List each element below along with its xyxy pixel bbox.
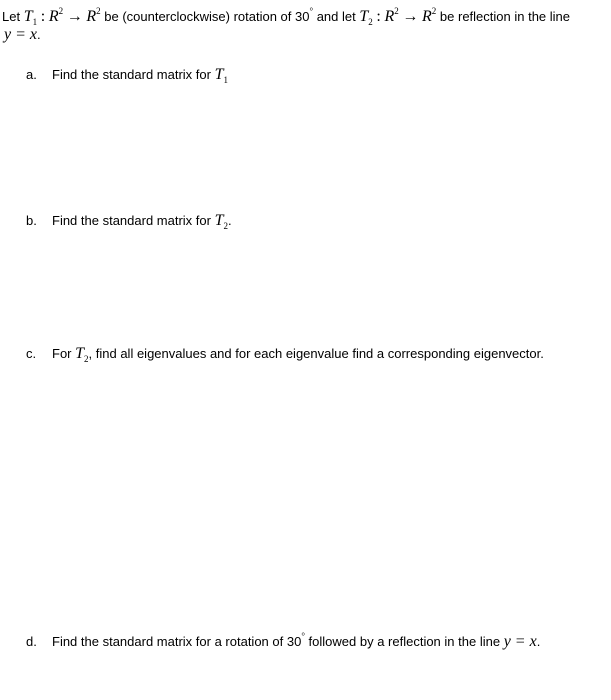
codomain-symbol: $R^2$ [86,6,101,25]
question-c: c. For $T_2$, find all eigenvalues and for each eigenvalue find a corresponding eigenvector. [26,345,544,364]
t2-symbol: $T_2$ [214,212,228,231]
domain-symbol: $R^2$ [48,6,64,25]
rotation-description: be (counterclockwise) rotation of 30 [104,9,310,24]
question-text: Find the standard matrix for a rotation of 30 [52,634,302,649]
t2-symbol: $T_2$ [75,345,89,364]
problem-statement-line-2: y = x. [4,26,41,43]
let-word: Let [2,9,21,24]
degree-symbol: ° [301,631,305,641]
question-b: b. Find the standard matrix for $T_2$. [26,212,232,231]
t1-symbol: $T_1$ [214,66,228,85]
question-text: Find the standard matrix for [52,67,211,82]
problem-statement-line-1: Let $T_1$ : $R^2 \to R^2$ be (counterclockwise) rotation of 30° and let $T_2$ : $R^2 \to R^2$ be reflection in the line [2,6,571,27]
question-label: c. [26,346,37,361]
question-a [26,66,228,85]
line-equation: y = x [4,26,37,43]
question-d: d. Find the standard matrix for a rotation of 30° followed by a reflection in the line y = x. [26,631,541,650]
arrow-icon: → [66,8,83,25]
reflection-description: be reflection in the line [439,9,571,24]
degree-symbol: ° [309,6,314,16]
question-label: d. [26,634,37,649]
line-equation: y = x [503,633,537,650]
question-label: a. [26,67,37,82]
arrow-icon: → [402,8,419,25]
question-label: b. [26,213,37,228]
question-text: Find the standard matrix for [52,213,211,228]
t1-symbol: $T_1$ [23,8,38,27]
question-text: , find all eigenvalues and for each eigenvalue find a corresponding eigenvector. [88,346,544,361]
t2-symbol: $T_2$ [359,8,373,27]
